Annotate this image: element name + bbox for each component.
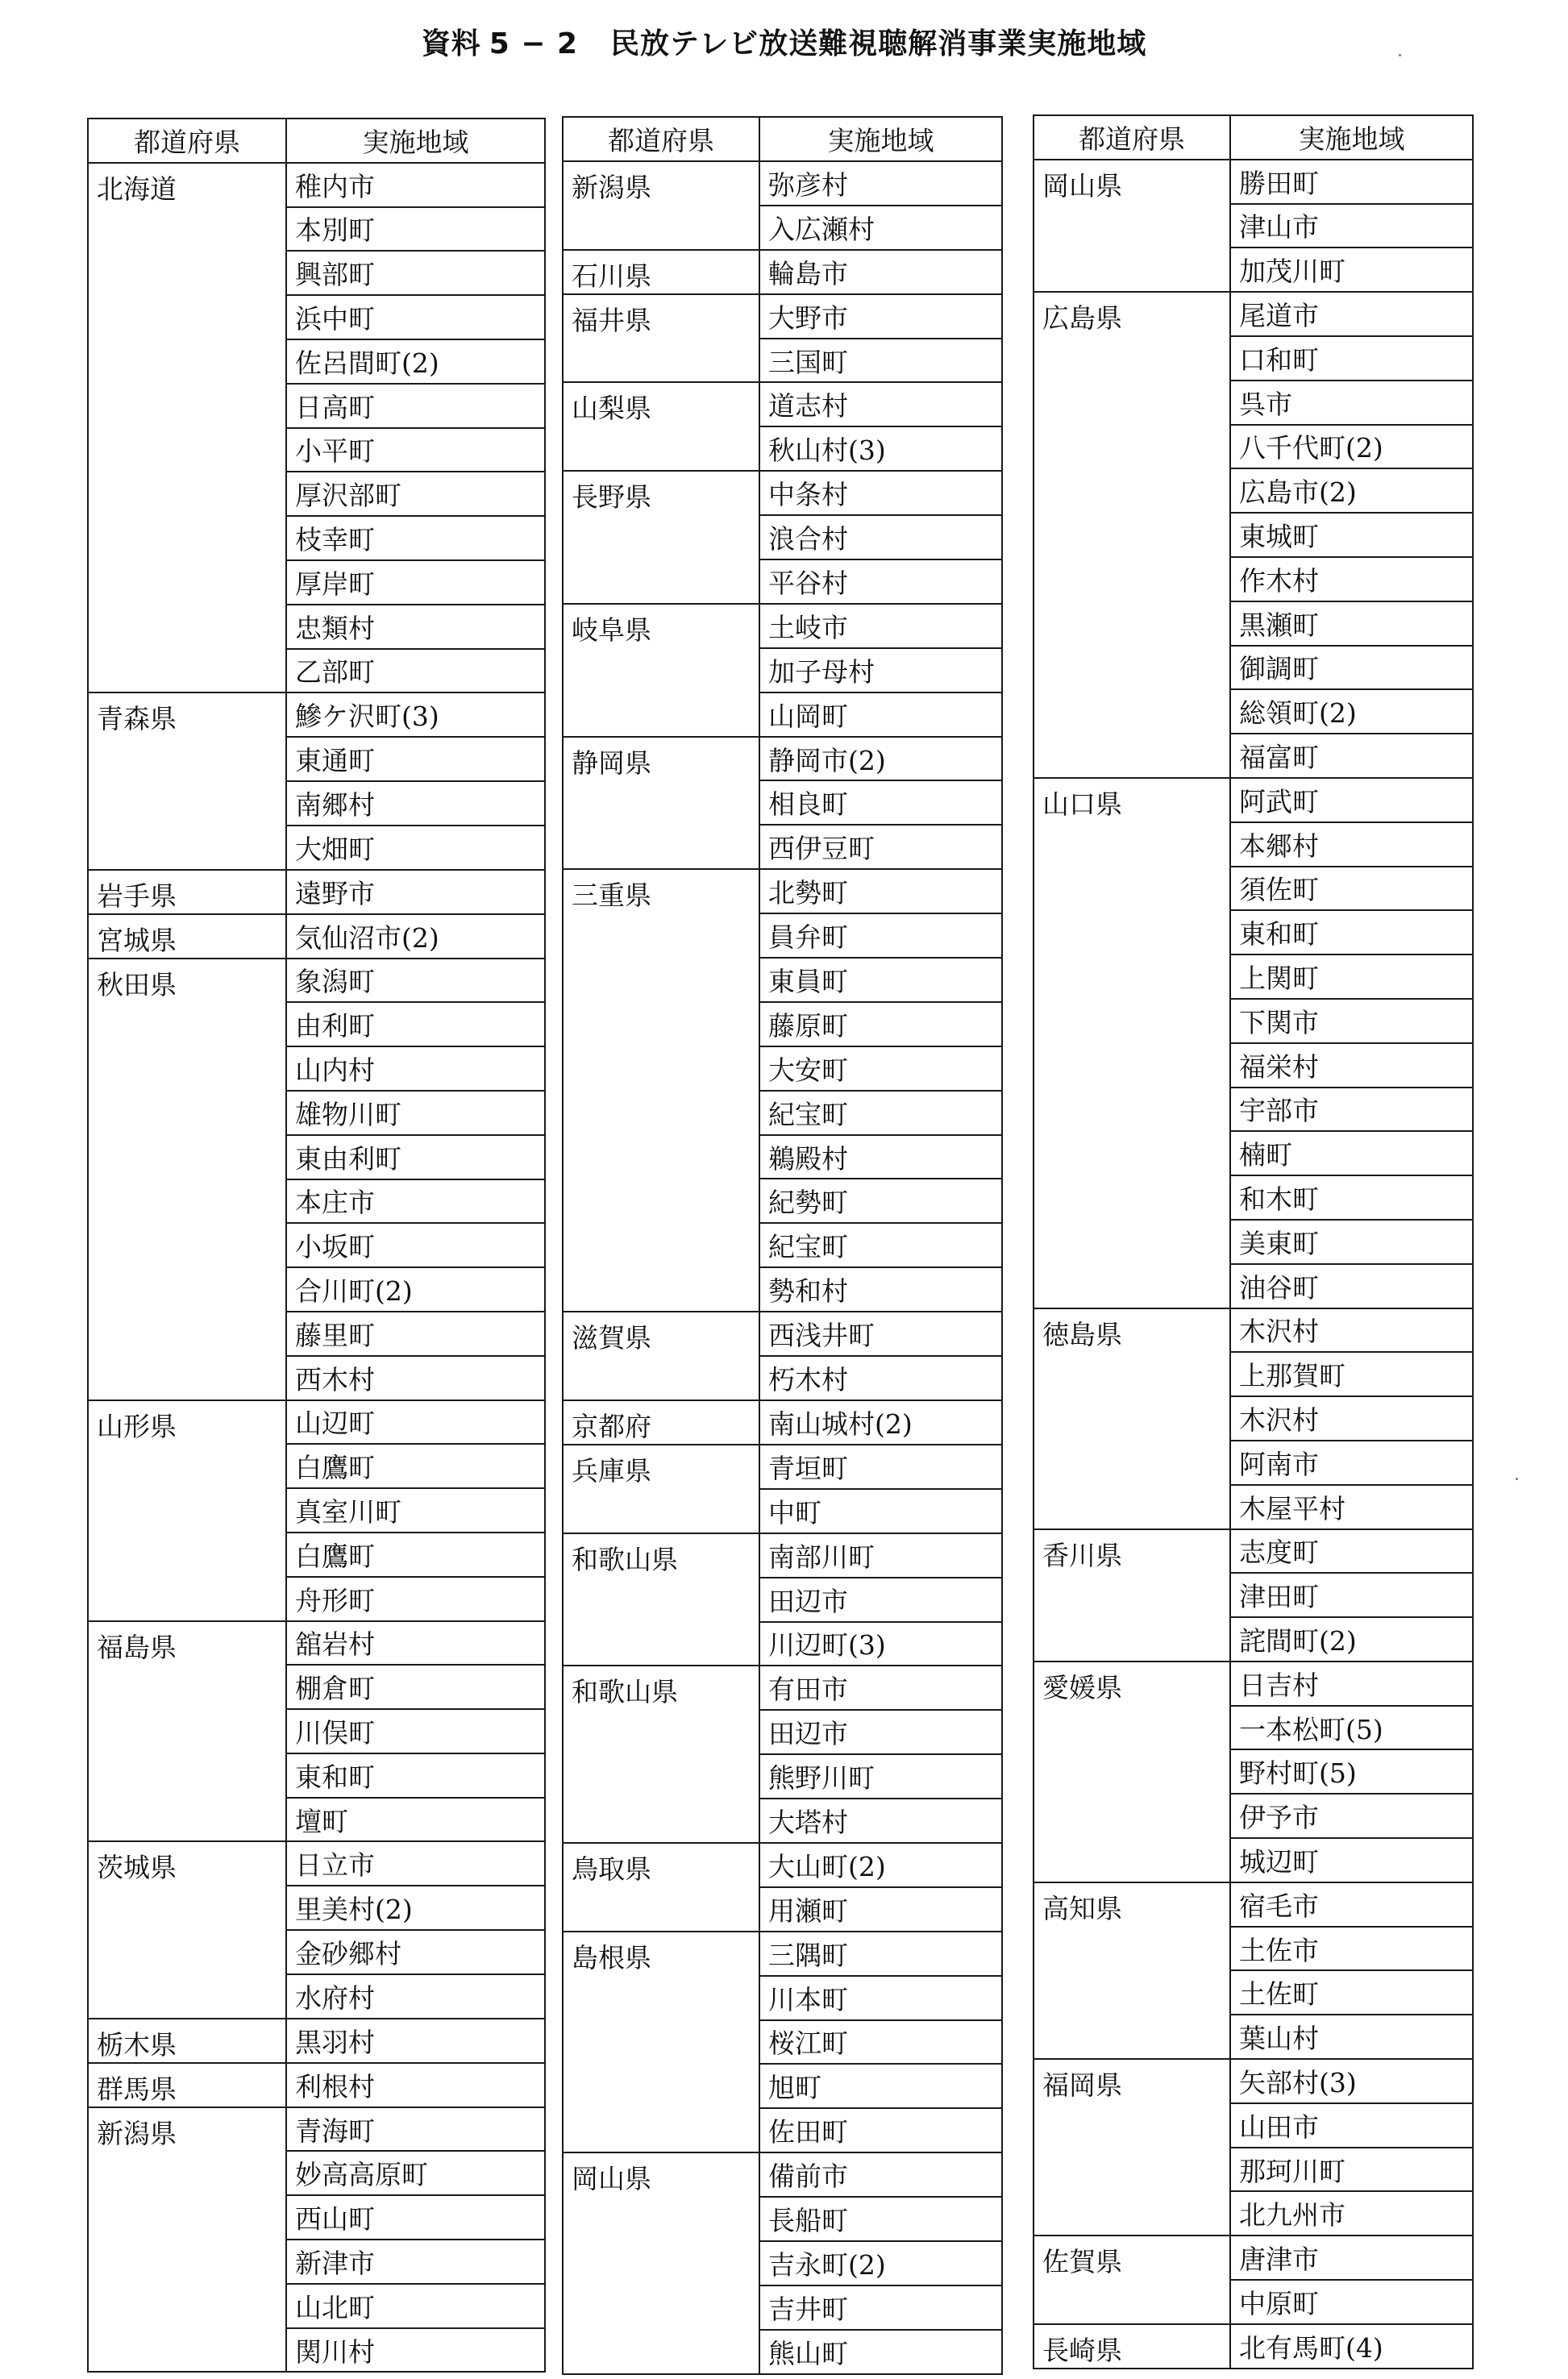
prefecture-cell: 茨城県 [88, 1841, 286, 2018]
area-cell: 道志村 [759, 382, 1002, 426]
table-row [563, 1666, 1002, 1710]
area-table-1 [87, 118, 546, 2373]
prefecture-cell: 愛媛県 [1034, 1662, 1230, 1882]
area-cell: 呉市 [1230, 381, 1473, 425]
table-row [563, 294, 1002, 339]
prefecture-cell: 長野県 [563, 471, 759, 604]
area-cell: 舘岩村 [286, 1621, 545, 1666]
area-cell: 新津市 [286, 2240, 545, 2284]
area-cell: 長船町 [759, 2197, 1002, 2241]
table-row [1034, 778, 1473, 822]
area-cell: 福富町 [1230, 734, 1473, 778]
area-cell: 一本松町(5) [1230, 1706, 1473, 1750]
area-cell: 勢和村 [759, 1267, 1002, 1312]
area-cell: 吉井町 [759, 2285, 1002, 2330]
area-cell: 遠野市 [286, 870, 545, 914]
header-area: 実施地域 [286, 119, 545, 163]
table-row [563, 1843, 1002, 1887]
area-cell: 吉永町(2) [759, 2241, 1002, 2285]
area-cell: 本別町 [286, 207, 545, 252]
prefecture-cell: 山形県 [88, 1400, 286, 1621]
area-cell: 中条村 [759, 471, 1002, 515]
area-cell: 鵜殿村 [759, 1135, 1002, 1179]
area-cell: 小坂町 [286, 1223, 545, 1267]
area-cell: 東通町 [286, 737, 545, 781]
area-cell: 桜江町 [759, 2020, 1002, 2065]
area-cell: 浪合村 [759, 515, 1002, 559]
table-row [563, 161, 1002, 206]
area-cell: 水府村 [286, 1974, 545, 2019]
header-area: 実施地域 [1230, 115, 1473, 160]
area-table-2 [562, 116, 1003, 2375]
area-cell: 佐田町 [759, 2108, 1002, 2152]
area-cell: 田辺市 [759, 1710, 1002, 1754]
header-prefecture: 都道府県 [88, 119, 286, 163]
header-prefecture: 都道府県 [563, 117, 759, 161]
area-cell: 佐呂間町(2) [286, 339, 545, 384]
prefecture-cell: 京都府 [563, 1400, 759, 1445]
prefecture-cell: 長崎県 [1034, 2324, 1230, 2369]
area-cell: 紀宝町 [759, 1091, 1002, 1135]
area-cell: 山内村 [286, 1046, 545, 1091]
area-cell: 厚岸町 [286, 560, 545, 605]
area-cell: 下関市 [1230, 999, 1473, 1043]
prefecture-cell: 和歌山県 [563, 1533, 759, 1666]
prefecture-cell: 兵庫県 [563, 1445, 759, 1533]
area-cell: 熊山町 [759, 2330, 1002, 2374]
area-cell: 山辺町 [286, 1400, 545, 1445]
area-cell: 秋山村(3) [759, 426, 1002, 471]
scan-speck [1516, 1478, 1518, 1480]
area-cell: 詫間町(2) [1230, 1617, 1473, 1662]
header-area: 実施地域 [759, 117, 1002, 161]
area-cell: 舟形町 [286, 1577, 545, 1621]
title-number: 5 − 2 [489, 27, 579, 60]
area-cell: 棚倉町 [286, 1665, 545, 1709]
area-cell: 作木村 [1230, 557, 1473, 601]
area-cell: 白鷹町 [286, 1533, 545, 1577]
prefecture-cell: 新潟県 [563, 161, 759, 250]
table-row [88, 2019, 545, 2063]
area-cell: 大畑町 [286, 826, 545, 870]
prefecture-cell: 山梨県 [563, 382, 759, 471]
area-cell: 山岡町 [759, 692, 1002, 737]
prefecture-cell: 広島県 [1034, 292, 1230, 778]
area-cell: 須佐町 [1230, 867, 1473, 911]
area-cell: 大塔村 [759, 1799, 1002, 1843]
area-cell: 旭町 [759, 2064, 1002, 2108]
area-cell: 合川町(2) [286, 1267, 545, 1312]
area-cell: 象潟町 [286, 959, 545, 1003]
area-cell: 東和町 [286, 1753, 545, 1798]
prefecture-cell: 和歌山県 [563, 1666, 759, 1843]
prefecture-cell: 静岡県 [563, 737, 759, 870]
area-cell: 宇部市 [1230, 1088, 1473, 1132]
area-cell: 土佐町 [1230, 1970, 1473, 2015]
table-row [563, 604, 1002, 648]
prefecture-cell: 福井県 [563, 294, 759, 383]
area-cell: 矢部村(3) [1230, 2059, 1473, 2103]
area-table-3 [1033, 114, 1474, 2369]
area-cell: 東和町 [1230, 910, 1473, 955]
area-cell: 土岐市 [759, 604, 1002, 648]
area-cell: 白鷹町 [286, 1444, 545, 1488]
area-cell: 川辺町(3) [759, 1622, 1002, 1666]
prefecture-cell: 秋田県 [88, 959, 286, 1400]
table-row [1034, 160, 1473, 204]
area-cell: 宿毛市 [1230, 1882, 1473, 1927]
prefecture-cell: 石川県 [563, 250, 759, 294]
prefecture-cell: 新潟県 [88, 2107, 286, 2373]
area-cell: 加子母村 [759, 648, 1002, 692]
area-cell: 口和町 [1230, 336, 1473, 381]
area-cell: 北有馬町(4) [1230, 2324, 1473, 2369]
table-row [1034, 1662, 1473, 1706]
area-cell: 阿南市 [1230, 1441, 1473, 1485]
title-text: 民放テレビ放送難視聴解消事業実施地域 [610, 27, 1147, 60]
area-cell: 関川村 [286, 2328, 545, 2373]
prefecture-cell: 岩手県 [88, 870, 286, 914]
prefecture-cell: 徳島県 [1034, 1308, 1230, 1529]
area-cell: 有田市 [759, 1666, 1002, 1710]
area-cell: 浜中町 [286, 295, 545, 339]
prefecture-cell: 栃木県 [88, 2019, 286, 2063]
area-cell: 中町 [759, 1489, 1002, 1533]
area-cell: 和木町 [1230, 1175, 1473, 1220]
table-row [563, 1932, 1002, 1976]
table-row [563, 1445, 1002, 1489]
table-row [563, 382, 1002, 426]
area-cell: 伊予市 [1230, 1794, 1473, 1838]
prefecture-cell: 高知県 [1034, 1882, 1230, 2059]
prefecture-cell: 香川県 [1034, 1529, 1230, 1662]
area-cell: 八千代町(2) [1230, 425, 1473, 469]
area-cell: 土佐市 [1230, 1927, 1473, 1971]
area-cell: 朽木村 [759, 1356, 1002, 1400]
table-row [1034, 292, 1473, 336]
area-cell: 西山町 [286, 2195, 545, 2240]
area-cell: 黒羽村 [286, 2019, 545, 2063]
area-cell: 三隅町 [759, 1932, 1002, 1976]
area-cell: 大安町 [759, 1046, 1002, 1091]
area-cell: 里美村(2) [286, 1886, 545, 1930]
area-cell: 青海町 [286, 2107, 545, 2152]
area-cell: 南部川町 [759, 1533, 1002, 1578]
prefecture-cell: 青森県 [88, 692, 286, 869]
area-cell: 西浅井町 [759, 1312, 1002, 1356]
area-cell: 弥彦村 [759, 161, 1002, 206]
table-row [88, 2107, 545, 2152]
prefecture-cell: 滋賀県 [563, 1312, 759, 1400]
table-row [1034, 1529, 1473, 1574]
area-cell: 中原町 [1230, 2280, 1473, 2324]
table-row [88, 1400, 545, 1445]
area-cell: 静岡市(2) [759, 737, 1002, 781]
area-cell: 東員町 [759, 958, 1002, 1002]
area-cell: 用瀬町 [759, 1887, 1002, 1932]
prefecture-cell: 福岡県 [1034, 2059, 1230, 2236]
table-row [1034, 1882, 1473, 1927]
prefecture-cell: 山口県 [1034, 778, 1230, 1308]
table-row [88, 2063, 545, 2107]
area-cell: 木沢村 [1230, 1308, 1473, 1353]
area-cell: 員弁町 [759, 913, 1002, 958]
area-cell: 紀勢町 [759, 1179, 1002, 1223]
area-cell: 葉山村 [1230, 2015, 1473, 2059]
area-cell: 北勢町 [759, 869, 1002, 913]
table-row [88, 914, 545, 959]
area-cell: 福栄村 [1230, 1043, 1473, 1088]
prefecture-cell: 佐賀県 [1034, 2236, 1230, 2324]
area-cell: 日高町 [286, 384, 545, 428]
area-cell: 妙高高原町 [286, 2151, 545, 2195]
area-cell: 雄物川町 [286, 1091, 545, 1135]
prefecture-cell: 三重県 [563, 869, 759, 1312]
area-cell: 平谷村 [759, 559, 1002, 604]
area-cell: 総領町(2) [1230, 689, 1473, 734]
table-row [563, 1533, 1002, 1578]
header-row [88, 119, 545, 163]
table-row [88, 1841, 545, 1886]
prefecture-cell: 北海道 [88, 163, 286, 693]
header-prefecture: 都道府県 [1034, 115, 1230, 160]
area-cell: 上那賀町 [1230, 1352, 1473, 1396]
header-row [563, 117, 1002, 161]
table-row [563, 737, 1002, 781]
area-cell: 黒瀬町 [1230, 601, 1473, 646]
table-row [563, 2152, 1002, 2197]
area-cell: 枝幸町 [286, 516, 545, 560]
prefecture-cell: 福島県 [88, 1621, 286, 1842]
page-title [0, 24, 1568, 64]
area-cell: 唐津市 [1230, 2236, 1473, 2280]
area-cell: 油谷町 [1230, 1264, 1473, 1308]
area-cell: 青垣町 [759, 1445, 1002, 1489]
table-row [563, 869, 1002, 913]
area-cell: 阿武町 [1230, 778, 1473, 822]
table-row [1034, 1308, 1473, 1353]
area-cell: 大野市 [759, 294, 1002, 339]
area-cell: 加茂川町 [1230, 247, 1473, 292]
prefecture-cell: 岡山県 [1034, 160, 1230, 292]
area-cell: 利根村 [286, 2063, 545, 2107]
area-cell: 真室川町 [286, 1488, 545, 1533]
area-cell: 備前市 [759, 2152, 1002, 2197]
area-cell: 相良町 [759, 780, 1002, 825]
area-cell: 南山城村(2) [759, 1400, 1002, 1445]
table-row [88, 870, 545, 914]
area-cell: 稚内市 [286, 163, 545, 207]
prefecture-cell: 岐阜県 [563, 604, 759, 737]
area-cell: 由利町 [286, 1002, 545, 1046]
area-cell: 興部町 [286, 251, 545, 295]
area-cell: 木沢村 [1230, 1396, 1473, 1441]
area-cell: 志度町 [1230, 1529, 1473, 1574]
area-cell: 輪島市 [759, 250, 1002, 294]
area-cell: 本郷村 [1230, 822, 1473, 867]
table-row [1034, 2236, 1473, 2280]
area-cell: 藤里町 [286, 1312, 545, 1356]
area-cell: 大山町(2) [759, 1843, 1002, 1887]
area-cell: 壇町 [286, 1798, 545, 1842]
area-cell: 藤原町 [759, 1002, 1002, 1046]
area-cell: 日吉村 [1230, 1662, 1473, 1706]
area-cell: 勝田町 [1230, 160, 1473, 204]
table-row [1034, 2324, 1473, 2369]
area-cell: 田辺市 [759, 1578, 1002, 1622]
area-cell: 日立市 [286, 1841, 545, 1886]
area-cell: 北九州市 [1230, 2191, 1473, 2236]
area-cell: 気仙沼市(2) [286, 914, 545, 959]
area-cell: 南郷村 [286, 781, 545, 826]
header-row [1034, 115, 1473, 160]
prefecture-cell: 群馬県 [88, 2063, 286, 2107]
table-row [1034, 2059, 1473, 2103]
table-row [88, 959, 545, 1003]
table-row [563, 1312, 1002, 1356]
area-cell: 木屋平村 [1230, 1485, 1473, 1529]
area-cell: 紀宝町 [759, 1223, 1002, 1267]
area-cell: 小平町 [286, 428, 545, 472]
prefecture-cell: 鳥取県 [563, 1843, 759, 1932]
area-cell: 西伊豆町 [759, 825, 1002, 869]
area-cell: 忠類村 [286, 605, 545, 649]
area-cell: 乙部町 [286, 649, 545, 693]
area-cell: 上関町 [1230, 955, 1473, 999]
area-cell: 楠町 [1230, 1131, 1473, 1175]
area-cell: 城辺町 [1230, 1838, 1473, 1882]
prefecture-cell: 島根県 [563, 1932, 759, 2152]
area-cell: 入広瀬村 [759, 206, 1002, 250]
table-row [88, 692, 545, 737]
area-cell: 厚沢部町 [286, 472, 545, 516]
table-row [563, 250, 1002, 294]
area-cell: 広島市(2) [1230, 468, 1473, 513]
area-cell: 川俣町 [286, 1709, 545, 1753]
prefecture-cell: 岡山県 [563, 2152, 759, 2373]
area-cell: 尾道市 [1230, 292, 1473, 336]
area-cell: 川本町 [759, 1976, 1002, 2020]
table-row [563, 471, 1002, 515]
area-cell: 山北町 [286, 2284, 545, 2328]
area-cell: 御調町 [1230, 646, 1473, 690]
area-cell: 金砂郷村 [286, 1930, 545, 1974]
area-cell: 山田市 [1230, 2103, 1473, 2148]
table-row [88, 163, 545, 207]
area-cell: 野村町(5) [1230, 1749, 1473, 1794]
table-row [88, 1621, 545, 1666]
area-cell: 那珂川町 [1230, 2148, 1473, 2192]
table-row [563, 1400, 1002, 1445]
area-cell: 津山市 [1230, 204, 1473, 248]
area-cell: 西木村 [286, 1356, 545, 1400]
area-cell: 東由利町 [286, 1135, 545, 1179]
title-label: 資料 [421, 27, 481, 60]
scan-speck [1399, 54, 1401, 56]
area-cell: 本庄市 [286, 1179, 545, 1224]
area-cell: 熊野川町 [759, 1754, 1002, 1799]
area-cell: 東城町 [1230, 513, 1473, 557]
area-cell: 三国町 [759, 339, 1002, 383]
area-cell: 津田町 [1230, 1573, 1473, 1617]
area-cell: 鰺ケ沢町(3) [286, 692, 545, 737]
area-cell: 美東町 [1230, 1220, 1473, 1264]
prefecture-cell: 宮城県 [88, 914, 286, 959]
